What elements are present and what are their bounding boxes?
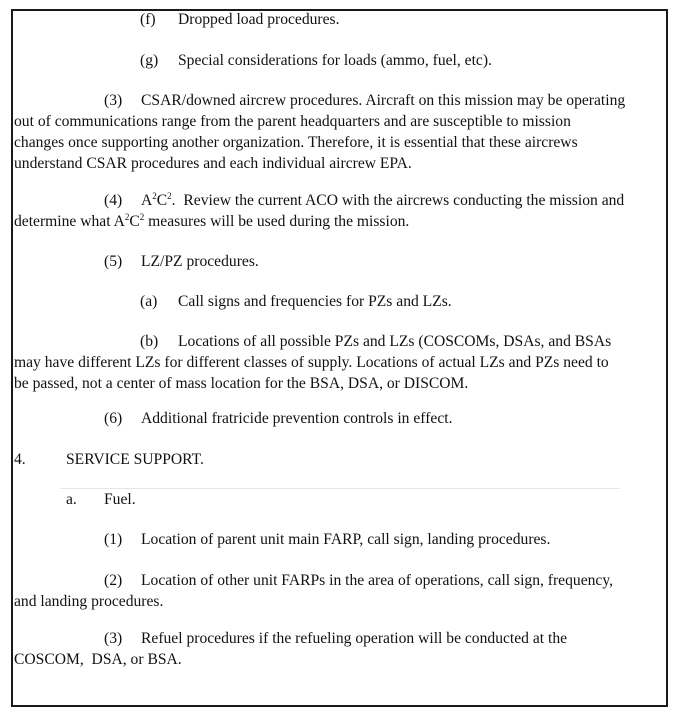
a2c2-a: A (141, 192, 153, 209)
a2c2-c: C (129, 213, 140, 230)
item-label-g: (g) (140, 52, 159, 69)
item-text-5-lzpz: LZ/PZ procedures. (141, 253, 259, 270)
item-label-fuel-1: (1) (104, 531, 123, 548)
item-text-6: Additional fratricide prevention controls in effect. (141, 410, 453, 427)
section-number-4: 4. (14, 451, 26, 468)
item-label-4-a2c2: (4) (104, 192, 123, 209)
paragraph-5b-line-3: be passed, not a center of mass location for the BSA, DSA, or DISCOM. (14, 375, 469, 392)
paragraph-fuel-3-line-2: COSCOM, DSA, or BSA. (14, 651, 182, 668)
subsection-label-a: a. (66, 491, 77, 508)
superscript: 2 (139, 212, 145, 222)
paragraph-csar-line-2: out of communications range from the parent headquarters and are susceptible to mission (14, 113, 571, 130)
a2c2-pre: determine what A (14, 213, 125, 230)
item-label-f: (f) (140, 11, 156, 28)
section-heading-service-support: SERVICE SUPPORT. (66, 451, 204, 468)
item-text-5a: Call signs and frequencies for PZs and LZs. (178, 293, 452, 310)
paragraph-fuel-3-line-1: Refuel procedures if the refueling operation will be conducted at the (141, 630, 568, 647)
paragraph-fuel-2-line-2: and landing procedures. (14, 593, 164, 610)
superscript: 2 (167, 191, 172, 201)
item-text-g: Special considerations for loads (ammo, fuel, etc). (178, 52, 492, 69)
superscript: 2 (124, 212, 130, 222)
item-label-fuel-3: (3) (104, 630, 123, 647)
paragraph-fuel-2-line-1: Location of other unit FARPs in the area of operations, call sign, frequency, (141, 572, 614, 589)
subsection-heading-fuel: Fuel. (104, 491, 136, 508)
item-label-3-csar: (3) (104, 92, 123, 109)
paragraph-5b-line-2: may have different LZs for different classes of supply. Locations of actual LZs and PZs need to (14, 354, 609, 371)
superscript: 2 (152, 191, 157, 201)
item-label-5b: (b) (140, 333, 159, 350)
item-text-fuel-1: Location of parent unit main FARP, call sign, landing procedures. (141, 531, 551, 548)
item-label-6: (6) (104, 410, 123, 427)
paragraph-5b-line-1: Locations of all possible PZs and LZs (COSCOMs, DSAs, and BSAs (178, 333, 612, 350)
paragraph-a2c2-line-2 (14, 211, 409, 232)
a2c2-rest: . Review the current ACO with the aircrews conducting the mission and (171, 192, 625, 209)
item-label-5a: (a) (140, 293, 158, 310)
item-label-fuel-2: (2) (104, 572, 123, 589)
a2c2-c: C (156, 192, 168, 209)
scan-artifact (60, 488, 620, 489)
paragraph-a2c2-line-1 (141, 190, 624, 211)
item-label-5-lzpz: (5) (104, 253, 123, 270)
paragraph-csar-line-4: understand CSAR procedures and each individual aircrew EPA. (14, 155, 412, 172)
paragraph-csar-line-3: changes once supporting another organization. Therefore, it is essential that these aircrews (14, 134, 578, 151)
paragraph-csar-line-1: CSAR/downed aircrew procedures. Aircraft on this mission may be operating (141, 92, 626, 109)
a2c2-rest: measures will be used during the mission. (144, 213, 410, 230)
item-text-f: Dropped load procedures. (178, 11, 340, 28)
